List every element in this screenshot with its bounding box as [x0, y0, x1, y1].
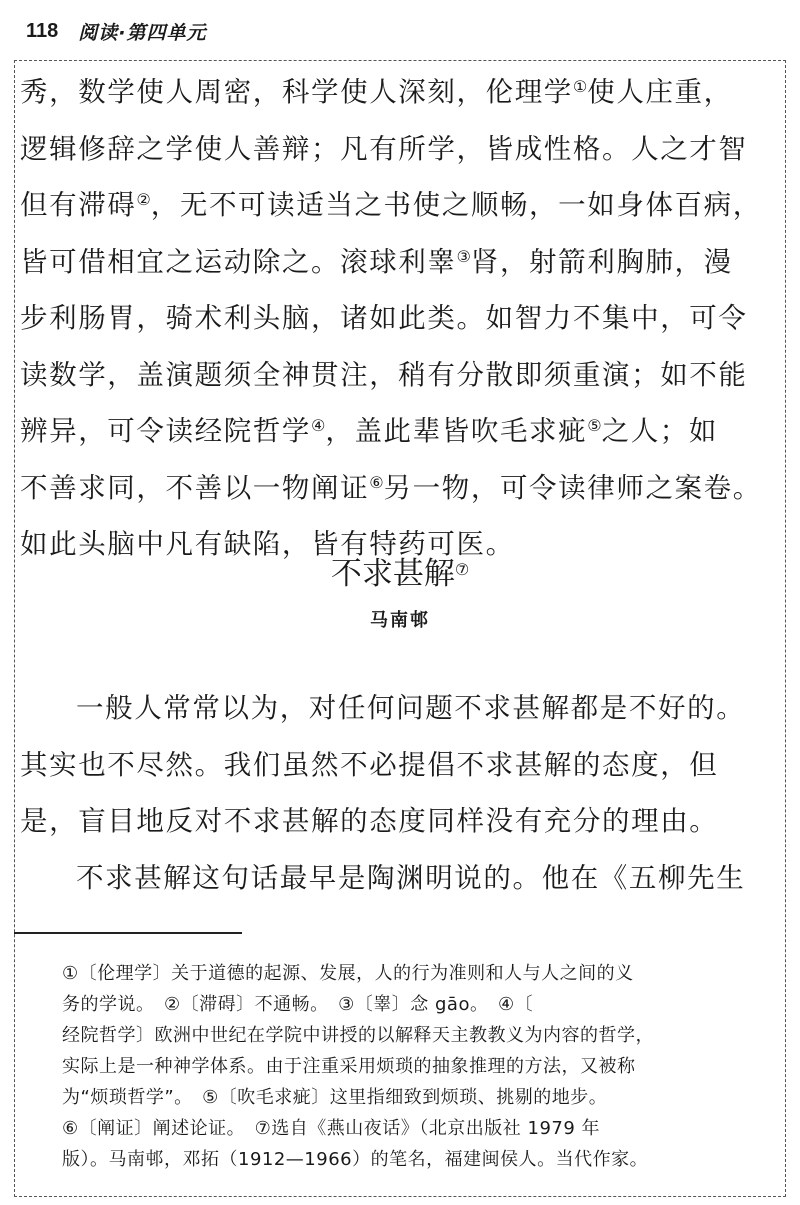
text-line: 秀，数学使人周密，科学使人深刻，伦理学①使人庄重，: [20, 76, 733, 108]
text-line: 其实也不尽然。我们虽然不必提倡不求甚解的态度，但: [20, 748, 719, 781]
footnote-line: 实际上是一种神学体系。由于注重采用烦琐的抽象推理的方法，又被称: [62, 1056, 636, 1077]
text-line: 不善求同，不善以一物阐证⑥另一物，可令读律师之案卷。: [20, 471, 762, 504]
footnote-line: 版）。马南邨，邓拓（1912—1966）的笔名，福建闽侯人。当代作家。: [62, 1149, 649, 1170]
essay-body: [20, 680, 790, 906]
page-header: [26, 14, 206, 48]
footnote-line: ⑥〔阐证〕阐述论证。 ⑦选自《燕山夜话》（北京出版社 1979 年: [62, 1118, 601, 1139]
footnote-marker: ⑦: [454, 560, 470, 579]
footnote-line: 为“烦琐哲学”。 ⑤〔吹毛求疵〕这里指细致到烦琐、挑剔的地步。: [62, 1087, 608, 1108]
running-title: 阅读·第四单元: [78, 21, 207, 44]
footnote-marker: ②: [136, 190, 151, 209]
footnote-marker: ④: [311, 416, 326, 435]
text-line: 逻辑修辞之学使人善辩；凡有所学，皆成性格。人之才智: [20, 132, 748, 165]
footnote-marker: ⑥: [369, 472, 384, 492]
footnote-line: 经院哲学〕欧洲中世纪在学院中讲授的以解释天主教教义为内容的哲学，: [62, 1025, 654, 1046]
essay-author: 马南邨: [370, 610, 430, 631]
footnote-line: 务的学说。 ②〔滞碍〕不通畅。 ③〔睾〕念 gāo。 ④〔: [62, 994, 534, 1015]
text-line: 读数学，盖演题须全神贯注，稍有分散即须重演；如不能: [20, 358, 748, 391]
footnote-line: ①〔伦理学〕关于道德的起源、发展，人的行为准则和人与人之间的义: [62, 963, 634, 984]
text-line: 皆可借相宜之运动除之。滚球利睾③肾，射箭利胸肺，漫: [20, 245, 733, 278]
text-line: 如此头脑中凡有缺陷，皆有特药可医。: [20, 528, 515, 560]
text-line: 不求甚解这句话最早是陶渊明说的。他在《五柳先生: [76, 861, 746, 894]
footnote-marker: ①: [572, 77, 588, 96]
text-line: 一般人常常以为，对任何问题不求甚解都是不好的。: [76, 692, 746, 724]
footnote-marker: ③: [456, 246, 471, 266]
text-line: 辨异，可令读经院哲学④，盖此辈皆吹毛求疵⑤之人；如: [20, 415, 718, 447]
essay-title: 不求甚解⑦: [330, 556, 470, 592]
text-line: 步利肠胃，骑术利头脑，诸如此类。如智力不集中，可令: [20, 302, 748, 334]
footnote-marker: ⑤: [587, 416, 602, 435]
text-line: 是，盲目地反对不求甚解的态度同样没有充分的理由。: [20, 805, 719, 837]
footnotes: [62, 958, 782, 1175]
page-number: 118: [26, 19, 59, 42]
text-line: 但有滞碍②，无不可读适当之书使之顺畅，一如身体百病，: [20, 189, 762, 221]
previous-essay-text: [20, 64, 790, 573]
footnote-divider: [14, 932, 242, 934]
